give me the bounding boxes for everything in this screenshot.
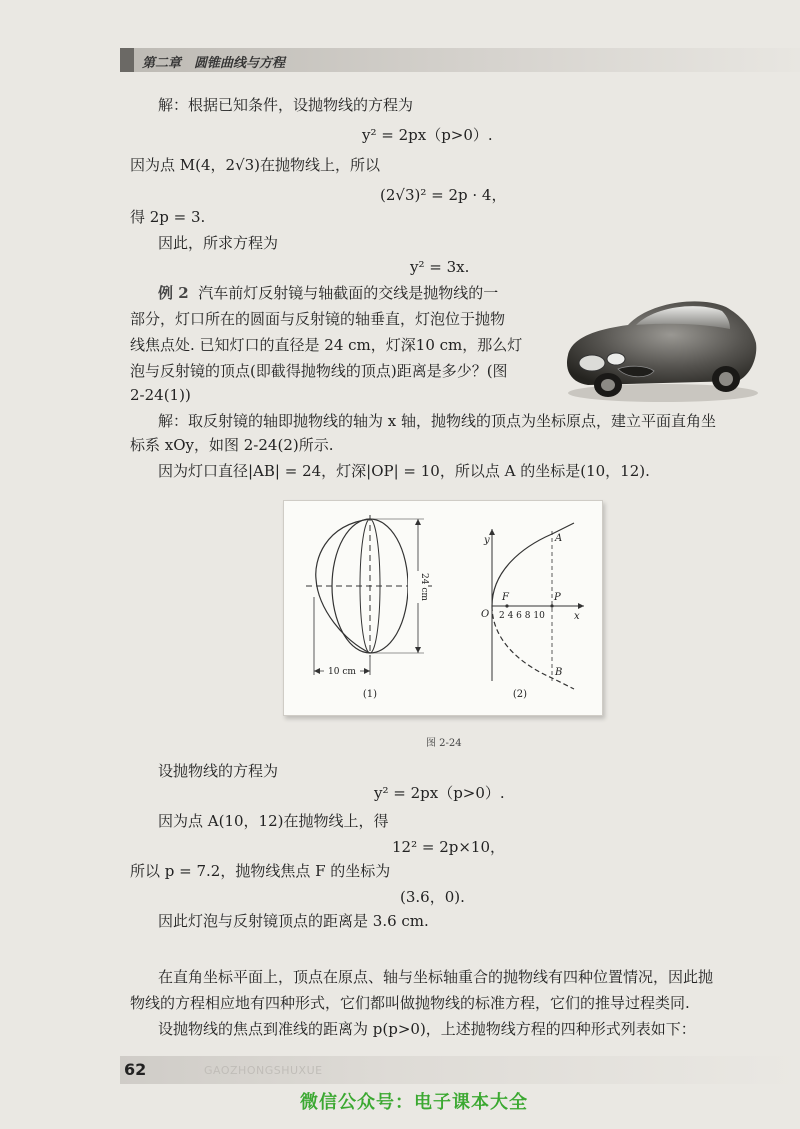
origin-label: O — [481, 609, 490, 620]
point-a-label: A — [555, 533, 563, 544]
example-2-line-3: 线焦点处. 已知灯口的直径是 24 cm，灯深10 cm，那么灯 — [130, 336, 523, 354]
equation-substitution: (2√3)² = 2p · 4， — [380, 186, 507, 204]
solution-2-line-3: 因为灯口直径|AB| = 24，灯深|OP| = 10，所以点 A 的坐标是(10，12). — [158, 462, 650, 480]
focus-label: F — [502, 592, 509, 603]
series-name: GAOZHONGSHUXUE — [204, 1064, 323, 1077]
solution-2-line-1: 解：取反射镜的轴即抛物线的轴为 x 轴，抛物线的顶点为坐标原点，建立平面直角坐 — [158, 412, 716, 430]
solution-2-line-4: 设抛物线的方程为 — [158, 762, 279, 780]
dim-height-label: 24 cm — [419, 573, 429, 601]
solution-line-3: 因为点 M(4，2√3)在抛物线上，所以 — [130, 156, 381, 174]
solution-2-conclusion: 因此灯泡与反射镜顶点的距离是 3.6 cm. — [158, 912, 429, 930]
solution-line-6: 因此，所求方程为 — [158, 234, 279, 252]
solution-2-line-2: 标系 xOy，如图 2-24(2)所示. — [130, 436, 334, 454]
equation-substitution-2: 12² = 2p×10， — [392, 838, 506, 856]
example-2-line-2: 部分，灯口所在的圆面与反射镜的轴垂直，灯泡位于抛物 — [130, 310, 506, 328]
headlight-diagram — [306, 515, 434, 700]
example-2-line-4: 泡与反射镜的顶点(即截得抛物线的顶点)距离是多少？(图 — [130, 362, 508, 380]
subfig-1-label: (1) — [362, 689, 378, 700]
header-tab — [120, 48, 134, 72]
figure-diagram — [284, 501, 602, 715]
y-axis-label: y — [484, 535, 490, 546]
point-b-label: B — [555, 667, 563, 678]
equation-parabola-general: y² = 2px（p>0）. — [362, 126, 493, 144]
page-number: 62 — [124, 1060, 147, 1079]
point-p-label: P — [554, 592, 561, 603]
example-2-line-1 — [158, 282, 498, 304]
example-label: 例 2 — [158, 284, 189, 302]
coordinate-diagram — [481, 523, 584, 700]
equation-parabola-general-2: y² = 2px（p>0）. — [374, 784, 505, 802]
subfig-2-label: (2) — [512, 689, 528, 700]
solution-line-1: 解：根据已知条件，设抛物线的方程为 — [158, 96, 414, 114]
focus-coordinates: (3.6，0). — [400, 888, 465, 906]
solution-2-line-8: 所以 p = 7.2，抛物线焦点 F 的坐标为 — [130, 862, 391, 880]
example-2-line-5: 2-24(1)) — [130, 386, 191, 404]
car-photo — [558, 285, 763, 405]
x-axis-label: x — [574, 611, 580, 622]
paragraph-line-2: 物线的方程相应地有四种形式，它们都叫做抛物线的标准方程，它们的推导过程类同. — [130, 994, 690, 1012]
equation-answer-1: y² = 3x. — [410, 258, 470, 276]
figure-caption: 图 2-24 — [426, 738, 462, 749]
solution-2-line-6: 因为点 A(10，12)在抛物线上，得 — [158, 812, 389, 830]
example-text: 汽车前灯反射镜与轴截面的交线是抛物线的一 — [198, 284, 499, 302]
tick-labels: 2 4 6 8 10 — [499, 611, 545, 621]
dim-width-label: 10 cm — [328, 667, 356, 677]
paragraph-line-1: 在直角坐标平面上，顶点在原点、轴与坐标轴重合的抛物线有四种位置情况，因此抛 — [158, 968, 714, 986]
paragraph-line-3: 设抛物线的焦点到准线的距离为 p(p>0)，上述抛物线方程的四种形式列表如下： — [158, 1020, 696, 1038]
watermark-text: 微信公众号：电子课本大全 — [300, 1092, 528, 1113]
solution-line-5: 得 2p = 3. — [130, 208, 206, 226]
figure-2-24 — [283, 500, 603, 716]
chapter-title: 第二章 圆锥曲线与方程 — [142, 56, 286, 71]
